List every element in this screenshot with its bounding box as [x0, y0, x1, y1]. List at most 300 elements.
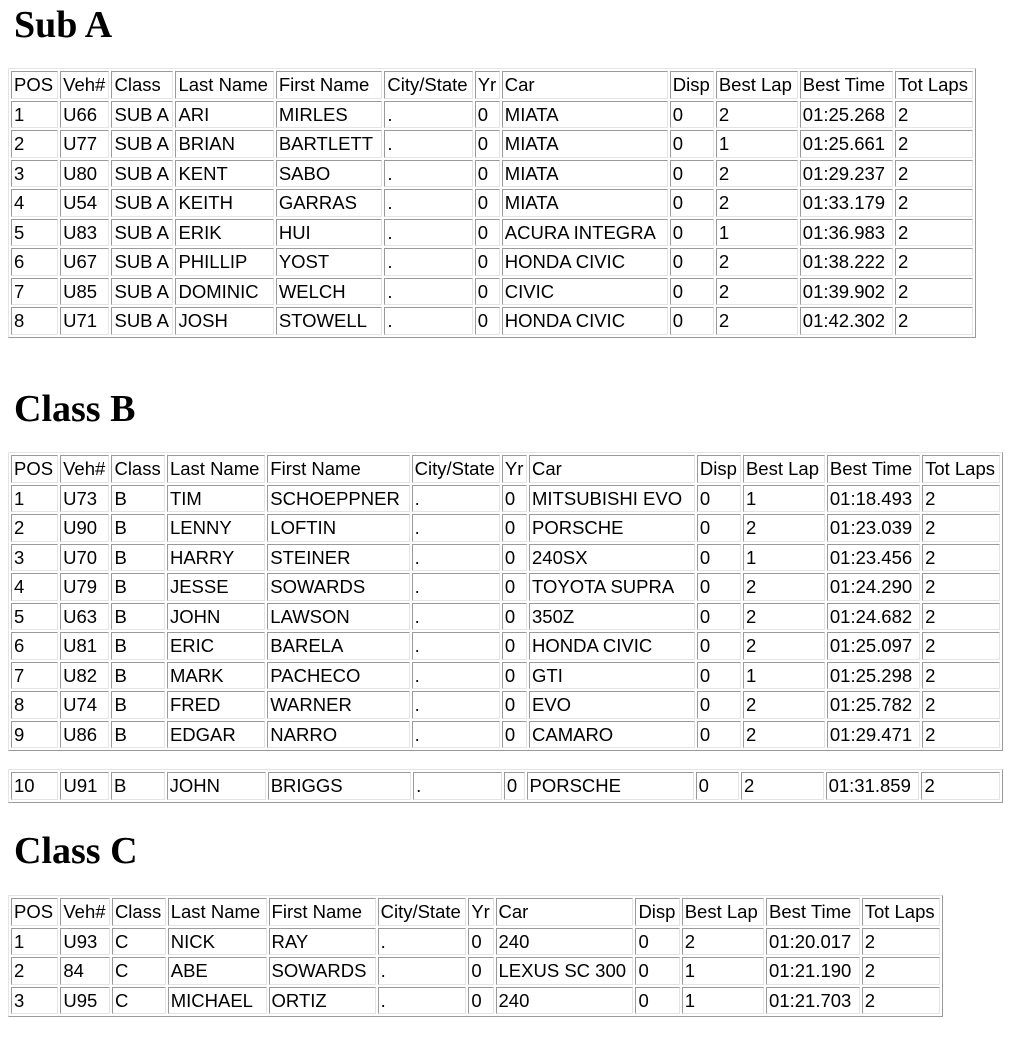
column-header-pos: POS	[11, 455, 58, 483]
cell-disp: 0	[697, 603, 741, 631]
cell-class: SUB A	[111, 101, 173, 129]
cell-best-time: 01:33.179	[800, 189, 893, 217]
cell-yr: 0	[502, 721, 527, 749]
cell-yr: 0	[502, 573, 527, 601]
cell-car: GTI	[529, 662, 695, 690]
cell-last-name: PHILLIP	[175, 248, 273, 276]
table-row	[11, 662, 1000, 690]
cell-last-name: JOHN	[167, 603, 265, 631]
cell-first-name: RAY	[269, 928, 376, 956]
cell-best-time: 01:25.097	[827, 632, 920, 660]
cell-best-lap: 2	[743, 721, 825, 749]
column-header-pos: POS	[11, 71, 58, 99]
cell-disp: 0	[635, 928, 679, 956]
cell-pos: 2	[11, 130, 58, 158]
cell-city-state: .	[412, 662, 500, 690]
cell-class: SUB A	[111, 307, 173, 335]
cell-tot-laps: 2	[895, 307, 973, 335]
cell-pos: 6	[11, 248, 58, 276]
cell-class: B	[111, 514, 165, 542]
cell-best-lap: 2	[743, 573, 825, 601]
cell-best-lap: 2	[716, 278, 798, 306]
cell-tot-laps: 2	[922, 691, 1000, 719]
cell-tot-laps: 2	[922, 603, 1000, 631]
cell-disp: 0	[670, 307, 714, 335]
cell-class: B	[111, 772, 165, 800]
table-row	[11, 691, 1000, 719]
cell-best-time: 01:25.268	[800, 101, 893, 129]
column-header-disp: Disp	[670, 71, 714, 99]
cell-last-name: ABE	[168, 957, 267, 985]
cell-disp: 0	[697, 544, 741, 572]
cell-last-name: JESSE	[167, 573, 265, 601]
header-row	[11, 71, 973, 99]
cell-veh: U82	[60, 662, 109, 690]
column-header-best-time: Best Time	[766, 898, 860, 926]
cell-pos: 2	[11, 957, 58, 985]
cell-car: EVO	[529, 691, 695, 719]
cell-car: HONDA CIVIC	[529, 632, 695, 660]
cell-last-name: NICK	[168, 928, 267, 956]
cell-last-name: MICHAEL	[168, 987, 267, 1015]
cell-last-name: DOMINIC	[175, 278, 273, 306]
cell-best-lap: 1	[743, 662, 825, 690]
column-header-class: Class	[111, 455, 165, 483]
cell-first-name: STEINER	[267, 544, 409, 572]
cell-first-name: SCHOEPPNER	[267, 485, 409, 513]
cell-disp: 0	[670, 219, 714, 247]
cell-pos: 8	[11, 691, 58, 719]
cell-car: 240SX	[529, 544, 695, 572]
cell-yr: 0	[502, 603, 527, 631]
table-row	[11, 219, 973, 247]
cell-best-lap: 2	[716, 101, 798, 129]
cell-best-time: 01:25.298	[827, 662, 920, 690]
cell-tot-laps: 2	[895, 189, 973, 217]
table-row	[11, 987, 940, 1015]
column-header-car: Car	[529, 455, 695, 483]
cell-city-state: .	[378, 957, 467, 985]
cell-city-state: .	[412, 603, 500, 631]
cell-pos: 6	[11, 632, 58, 660]
cell-car: PORSCHE	[529, 514, 695, 542]
cell-yr: 0	[502, 662, 527, 690]
cell-pos: 7	[11, 278, 58, 306]
cell-pos: 10	[11, 772, 58, 800]
cell-yr: 0	[475, 307, 500, 335]
cell-best-time: 01:23.456	[827, 544, 920, 572]
cell-veh: U54	[60, 189, 109, 217]
column-header-veh: Veh#	[60, 455, 109, 483]
cell-disp: 0	[670, 278, 714, 306]
cell-car: CAMARO	[529, 721, 695, 749]
column-header-veh: Veh#	[60, 71, 109, 99]
cell-disp: 0	[697, 721, 741, 749]
column-header-car: Car	[502, 71, 668, 99]
cell-last-name: HARRY	[167, 544, 265, 572]
column-header-yr: Yr	[475, 71, 500, 99]
cell-tot-laps: 2	[862, 987, 940, 1015]
cell-disp: 0	[697, 662, 741, 690]
cell-tot-laps: 2	[895, 130, 973, 158]
cell-city-state: .	[412, 544, 500, 572]
cell-disp: 0	[697, 485, 741, 513]
cell-last-name: FRED	[167, 691, 265, 719]
column-header-best-time: Best Time	[827, 455, 920, 483]
cell-class: B	[111, 691, 165, 719]
cell-first-name: LOFTIN	[267, 514, 409, 542]
column-header-last-name: Last Name	[175, 71, 273, 99]
cell-pos: 5	[11, 219, 58, 247]
section-title-class-b: Class B	[14, 388, 136, 430]
cell-disp: 0	[697, 632, 741, 660]
cell-pos: 3	[11, 160, 58, 188]
table-row	[11, 632, 1000, 660]
cell-veh: 84	[60, 957, 110, 985]
cell-city-state: .	[384, 248, 472, 276]
cell-yr: 0	[468, 987, 493, 1015]
cell-tot-laps: 2	[895, 101, 973, 129]
cell-last-name: KEITH	[175, 189, 273, 217]
cell-city-state: .	[384, 307, 472, 335]
column-header-disp: Disp	[635, 898, 679, 926]
column-header-best-lap: Best Lap	[716, 71, 798, 99]
cell-first-name: MIRLES	[276, 101, 383, 129]
cell-best-lap: 2	[743, 603, 825, 631]
column-header-city-state: City/State	[378, 898, 467, 926]
column-header-first-name: First Name	[267, 455, 409, 483]
cell-veh: U63	[60, 603, 109, 631]
cell-veh: U91	[60, 772, 109, 800]
cell-best-lap: 2	[743, 632, 825, 660]
cell-car: 240	[496, 928, 634, 956]
column-header-best-time: Best Time	[800, 71, 893, 99]
cell-yr: 0	[502, 691, 527, 719]
results-table-class-b	[8, 452, 1003, 751]
cell-last-name: ERIC	[167, 632, 265, 660]
cell-best-time: 01:21.190	[766, 957, 860, 985]
cell-veh: U83	[60, 219, 109, 247]
cell-pos: 3	[11, 544, 58, 572]
cell-last-name: MARK	[167, 662, 265, 690]
cell-tot-laps: 2	[895, 219, 973, 247]
cell-best-lap: 2	[716, 248, 798, 276]
table-row	[11, 485, 1000, 513]
cell-best-time: 01:29.471	[827, 721, 920, 749]
cell-yr: 0	[475, 189, 500, 217]
cell-first-name: LAWSON	[267, 603, 409, 631]
cell-best-lap: 2	[743, 514, 825, 542]
cell-first-name: SOWARDS	[269, 957, 376, 985]
cell-tot-laps: 2	[922, 721, 1000, 749]
cell-tot-laps: 2	[862, 957, 940, 985]
table-row	[11, 721, 1000, 749]
cell-best-lap: 2	[682, 928, 764, 956]
cell-veh: U86	[60, 721, 109, 749]
cell-veh: U81	[60, 632, 109, 660]
cell-class: SUB A	[111, 219, 173, 247]
cell-class: C	[112, 987, 166, 1015]
cell-car: 240	[496, 987, 634, 1015]
cell-best-time: 01:20.017	[766, 928, 860, 956]
cell-class: SUB A	[111, 130, 173, 158]
cell-car: MIATA	[502, 189, 668, 217]
cell-best-time: 01:39.902	[800, 278, 893, 306]
cell-best-lap: 2	[716, 189, 798, 217]
cell-city-state: .	[412, 691, 500, 719]
cell-veh: U67	[60, 248, 109, 276]
cell-best-lap: 2	[741, 772, 824, 800]
cell-veh: U95	[60, 987, 110, 1015]
cell-disp: 0	[696, 772, 739, 800]
cell-pos: 3	[11, 987, 58, 1015]
cell-yr: 0	[502, 632, 527, 660]
table-row	[11, 130, 973, 158]
cell-city-state: .	[412, 632, 500, 660]
cell-yr: 0	[475, 160, 500, 188]
table-row	[11, 772, 1000, 800]
cell-first-name: BARTLETT	[276, 130, 383, 158]
column-header-yr: Yr	[468, 898, 493, 926]
cell-first-name: SABO	[276, 160, 383, 188]
cell-last-name: JOHN	[167, 772, 266, 800]
cell-car: CIVIC	[502, 278, 668, 306]
cell-disp: 0	[635, 987, 679, 1015]
cell-best-time: 01:18.493	[827, 485, 920, 513]
cell-last-name: TIM	[167, 485, 265, 513]
cell-veh: U71	[60, 307, 109, 335]
header-row	[11, 898, 940, 926]
table-row	[11, 160, 973, 188]
cell-disp: 0	[670, 130, 714, 158]
column-header-city-state: City/State	[384, 71, 472, 99]
cell-best-lap: 1	[682, 987, 764, 1015]
cell-pos: 8	[11, 307, 58, 335]
cell-yr: 0	[475, 248, 500, 276]
cell-yr: 0	[475, 278, 500, 306]
cell-disp: 0	[670, 189, 714, 217]
cell-yr: 0	[468, 957, 493, 985]
column-header-last-name: Last Name	[168, 898, 267, 926]
cell-city-state: .	[412, 573, 500, 601]
cell-pos: 1	[11, 101, 58, 129]
cell-pos: 1	[11, 928, 58, 956]
cell-disp: 0	[670, 160, 714, 188]
table-row	[11, 514, 1000, 542]
column-header-veh: Veh#	[60, 898, 110, 926]
cell-first-name: ORTIZ	[269, 987, 376, 1015]
cell-tot-laps: 2	[922, 485, 1000, 513]
cell-car: 350Z	[529, 603, 695, 631]
cell-tot-laps: 2	[922, 573, 1000, 601]
cell-yr: 0	[504, 772, 525, 800]
cell-first-name: HUI	[276, 219, 383, 247]
cell-veh: U70	[60, 544, 109, 572]
cell-class: SUB A	[111, 248, 173, 276]
cell-yr: 0	[502, 544, 527, 572]
cell-yr: 0	[475, 130, 500, 158]
cell-class: SUB A	[111, 160, 173, 188]
header-row	[11, 455, 1000, 483]
cell-best-time: 01:24.290	[827, 573, 920, 601]
cell-car: ACURA INTEGRA	[502, 219, 668, 247]
cell-class: B	[111, 662, 165, 690]
cell-best-lap: 2	[743, 691, 825, 719]
cell-class: SUB A	[111, 189, 173, 217]
cell-disp: 0	[697, 691, 741, 719]
cell-yr: 0	[502, 485, 527, 513]
table-row	[11, 278, 973, 306]
cell-class: B	[111, 573, 165, 601]
cell-best-time: 01:31.859	[826, 772, 920, 800]
cell-class: C	[112, 957, 166, 985]
cell-veh: U80	[60, 160, 109, 188]
cell-pos: 7	[11, 662, 58, 690]
cell-pos: 5	[11, 603, 58, 631]
cell-car: PORSCHE	[527, 772, 694, 800]
cell-pos: 1	[11, 485, 58, 513]
column-header-best-lap: Best Lap	[743, 455, 825, 483]
table-row	[11, 101, 973, 129]
cell-last-name: EDGAR	[167, 721, 265, 749]
cell-tot-laps: 2	[922, 662, 1000, 690]
cell-tot-laps: 2	[895, 160, 973, 188]
cell-city-state: .	[384, 160, 472, 188]
cell-car: HONDA CIVIC	[502, 248, 668, 276]
cell-last-name: BRIAN	[175, 130, 273, 158]
cell-first-name: BRIGGS	[268, 772, 411, 800]
table-row	[11, 957, 940, 985]
column-header-tot-laps: Tot Laps	[922, 455, 1000, 483]
cell-pos: 4	[11, 189, 58, 217]
cell-best-time: 01:36.983	[800, 219, 893, 247]
cell-best-time: 01:24.682	[827, 603, 920, 631]
cell-pos: 2	[11, 514, 58, 542]
cell-tot-laps: 2	[921, 772, 1000, 800]
column-header-yr: Yr	[502, 455, 527, 483]
column-header-tot-laps: Tot Laps	[895, 71, 973, 99]
cell-car: MIATA	[502, 101, 668, 129]
cell-disp: 0	[670, 248, 714, 276]
cell-city-state: .	[384, 278, 472, 306]
cell-car: MIATA	[502, 160, 668, 188]
cell-first-name: SOWARDS	[267, 573, 409, 601]
cell-tot-laps: 2	[922, 632, 1000, 660]
cell-best-time: 01:42.302	[800, 307, 893, 335]
cell-car: HONDA CIVIC	[502, 307, 668, 335]
cell-pos: 4	[11, 573, 58, 601]
column-header-last-name: Last Name	[167, 455, 265, 483]
table-row	[11, 928, 940, 956]
cell-car: MIATA	[502, 130, 668, 158]
cell-class: C	[112, 928, 166, 956]
cell-best-lap: 2	[716, 307, 798, 335]
cell-yr: 0	[475, 101, 500, 129]
cell-city-state: .	[412, 721, 500, 749]
results-table-class-c	[8, 895, 943, 1017]
cell-city-state: .	[384, 189, 472, 217]
cell-best-time: 01:38.222	[800, 248, 893, 276]
cell-best-lap: 1	[716, 219, 798, 247]
column-header-pos: POS	[11, 898, 58, 926]
cell-veh: U73	[60, 485, 109, 513]
cell-disp: 0	[697, 573, 741, 601]
results-table-sub-a	[8, 68, 976, 338]
cell-city-state: .	[412, 485, 500, 513]
cell-best-time: 01:21.703	[766, 987, 860, 1015]
cell-car: LEXUS SC 300	[496, 957, 634, 985]
cell-veh: U90	[60, 514, 109, 542]
cell-last-name: ARI	[175, 101, 273, 129]
cell-city-state: .	[378, 928, 467, 956]
table-row	[11, 544, 1000, 572]
cell-yr: 0	[475, 219, 500, 247]
cell-first-name: NARRO	[267, 721, 409, 749]
cell-yr: 0	[468, 928, 493, 956]
cell-tot-laps: 2	[862, 928, 940, 956]
column-header-first-name: First Name	[276, 71, 383, 99]
column-header-first-name: First Name	[269, 898, 376, 926]
section-title-sub-a: Sub A	[14, 4, 113, 46]
cell-disp: 0	[635, 957, 679, 985]
cell-city-state: .	[412, 514, 500, 542]
cell-tot-laps: 2	[922, 514, 1000, 542]
cell-veh: U85	[60, 278, 109, 306]
cell-city-state: .	[384, 101, 472, 129]
cell-car: TOYOTA SUPRA	[529, 573, 695, 601]
cell-disp: 0	[697, 514, 741, 542]
cell-veh: U79	[60, 573, 109, 601]
column-header-car: Car	[496, 898, 634, 926]
table-row	[11, 573, 1000, 601]
cell-city-state: .	[378, 987, 467, 1015]
cell-tot-laps: 2	[895, 248, 973, 276]
cell-best-time: 01:25.782	[827, 691, 920, 719]
cell-best-time: 01:25.661	[800, 130, 893, 158]
column-header-best-lap: Best Lap	[682, 898, 764, 926]
cell-class: B	[111, 485, 165, 513]
cell-veh: U77	[60, 130, 109, 158]
cell-city-state: .	[384, 130, 472, 158]
column-header-class: Class	[111, 71, 173, 99]
section-title-class-c: Class C	[14, 830, 138, 872]
cell-veh: U66	[60, 101, 109, 129]
cell-first-name: STOWELL	[276, 307, 383, 335]
cell-class: B	[111, 721, 165, 749]
column-header-city-state: City/State	[412, 455, 500, 483]
cell-best-lap: 1	[716, 130, 798, 158]
cell-class: B	[111, 603, 165, 631]
cell-first-name: YOST	[276, 248, 383, 276]
table-row	[11, 603, 1000, 631]
column-header-tot-laps: Tot Laps	[862, 898, 940, 926]
cell-city-state: .	[384, 219, 472, 247]
cell-last-name: LENNY	[167, 514, 265, 542]
cell-veh: U74	[60, 691, 109, 719]
cell-veh: U93	[60, 928, 110, 956]
cell-disp: 0	[670, 101, 714, 129]
cell-best-lap: 1	[743, 485, 825, 513]
cell-first-name: WELCH	[276, 278, 383, 306]
table-row	[11, 248, 973, 276]
cell-best-lap: 2	[716, 160, 798, 188]
column-header-class: Class	[112, 898, 166, 926]
cell-last-name: ERIK	[175, 219, 273, 247]
cell-first-name: PACHECO	[267, 662, 409, 690]
cell-car: MITSUBISHI EVO	[529, 485, 695, 513]
cell-best-lap: 1	[743, 544, 825, 572]
cell-best-time: 01:23.039	[827, 514, 920, 542]
